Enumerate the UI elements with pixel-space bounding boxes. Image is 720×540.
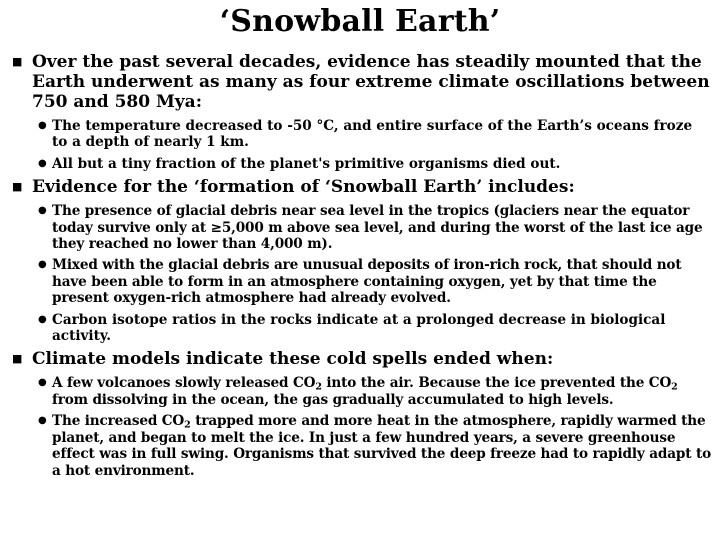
sub-bullet-text: Carbon isotope ratios in the rocks indicate at a prolonged decrease in biological activity. [52, 311, 666, 345]
sub-bullet-text: All but a tiny fraction of the planet's primitive organisms died out. [52, 155, 561, 172]
sub-bullet-carbon-isotope [12, 312, 712, 345]
bullet-text: Climate models indicate these cold spells ended when: [32, 349, 554, 370]
sub-bullet-text: A few volcanoes slowly released $CO_2$ into the air. Because the ice prevented the $CO_2$ from dissolving in the ocean, the gas gradually accumulated to high levels. [52, 375, 678, 408]
sub-bullet-iron-rock [12, 257, 712, 306]
square-bullet-icon: ■ [12, 352, 23, 366]
sub-bullet-text: The increased $CO_2$ trapped more and more heat in the atmosphere, rapidly warmed the planet, and began to melt the ice. In just a few hundred years, a severe greenhouse effect was in full swing. Organisms that survived the deep freeze had to rapidly adapt to a hot environment. [52, 413, 712, 479]
sub-bullet-organisms [12, 156, 712, 172]
sub-bullet-volcanoes [12, 375, 712, 408]
subscript: 2 [671, 381, 678, 393]
slide-body [12, 52, 712, 484]
subscript: 2 [315, 381, 322, 393]
dot-bullet-icon: ● [38, 313, 47, 325]
dot-bullet-icon: ● [38, 377, 47, 389]
dot-bullet-icon: ● [38, 415, 47, 427]
bullet-climate-models [12, 349, 712, 369]
dot-bullet-icon: ● [38, 259, 47, 271]
sub-bullet-text: The temperature decreased to -50 °C, and entire surface of the Earth’s oceans froze to a depth of nearly 1 km. [52, 118, 693, 151]
sub-bullet-glacial-debris [12, 203, 712, 252]
bullet-text: Over the past several decades, evidence has steadily mounted that the Earth underwent as many as four extreme climate oscillations between 750 and 580 Mya: [32, 52, 710, 112]
sub-bullet-text: Mixed with the glacial debris are unusual deposits of iron-rich rock, that should not have been able to form in an atmosphere containing oxygen, yet by that time the present oxygen-rich atmosphere had already evolved. [52, 257, 682, 307]
square-bullet-icon: ■ [12, 55, 23, 68]
bullet-past-decades [12, 52, 712, 112]
bullet-text: Evidence for the ‘formation of ‘Snowball Earth’ includes: [32, 177, 575, 198]
dot-bullet-icon: ● [38, 205, 47, 217]
dot-bullet-icon: ● [38, 157, 47, 169]
square-bullet-icon: ■ [12, 180, 23, 194]
sub-bullet-greenhouse [12, 413, 712, 479]
subscript: 2 [184, 419, 191, 431]
dot-bullet-icon: ● [38, 120, 47, 131]
sub-bullet-temperature [12, 118, 712, 151]
bullet-evidence [12, 177, 712, 197]
slide-title: ‘Snowball Earth’ [219, 4, 501, 39]
sub-bullet-text: The presence of glacial debris near sea level in the tropics (glaciers near the equator today survive only at ≥5,000 m above sea level, and during the worst of the last ice age they reached no lower than 4,000 m). [52, 203, 703, 253]
